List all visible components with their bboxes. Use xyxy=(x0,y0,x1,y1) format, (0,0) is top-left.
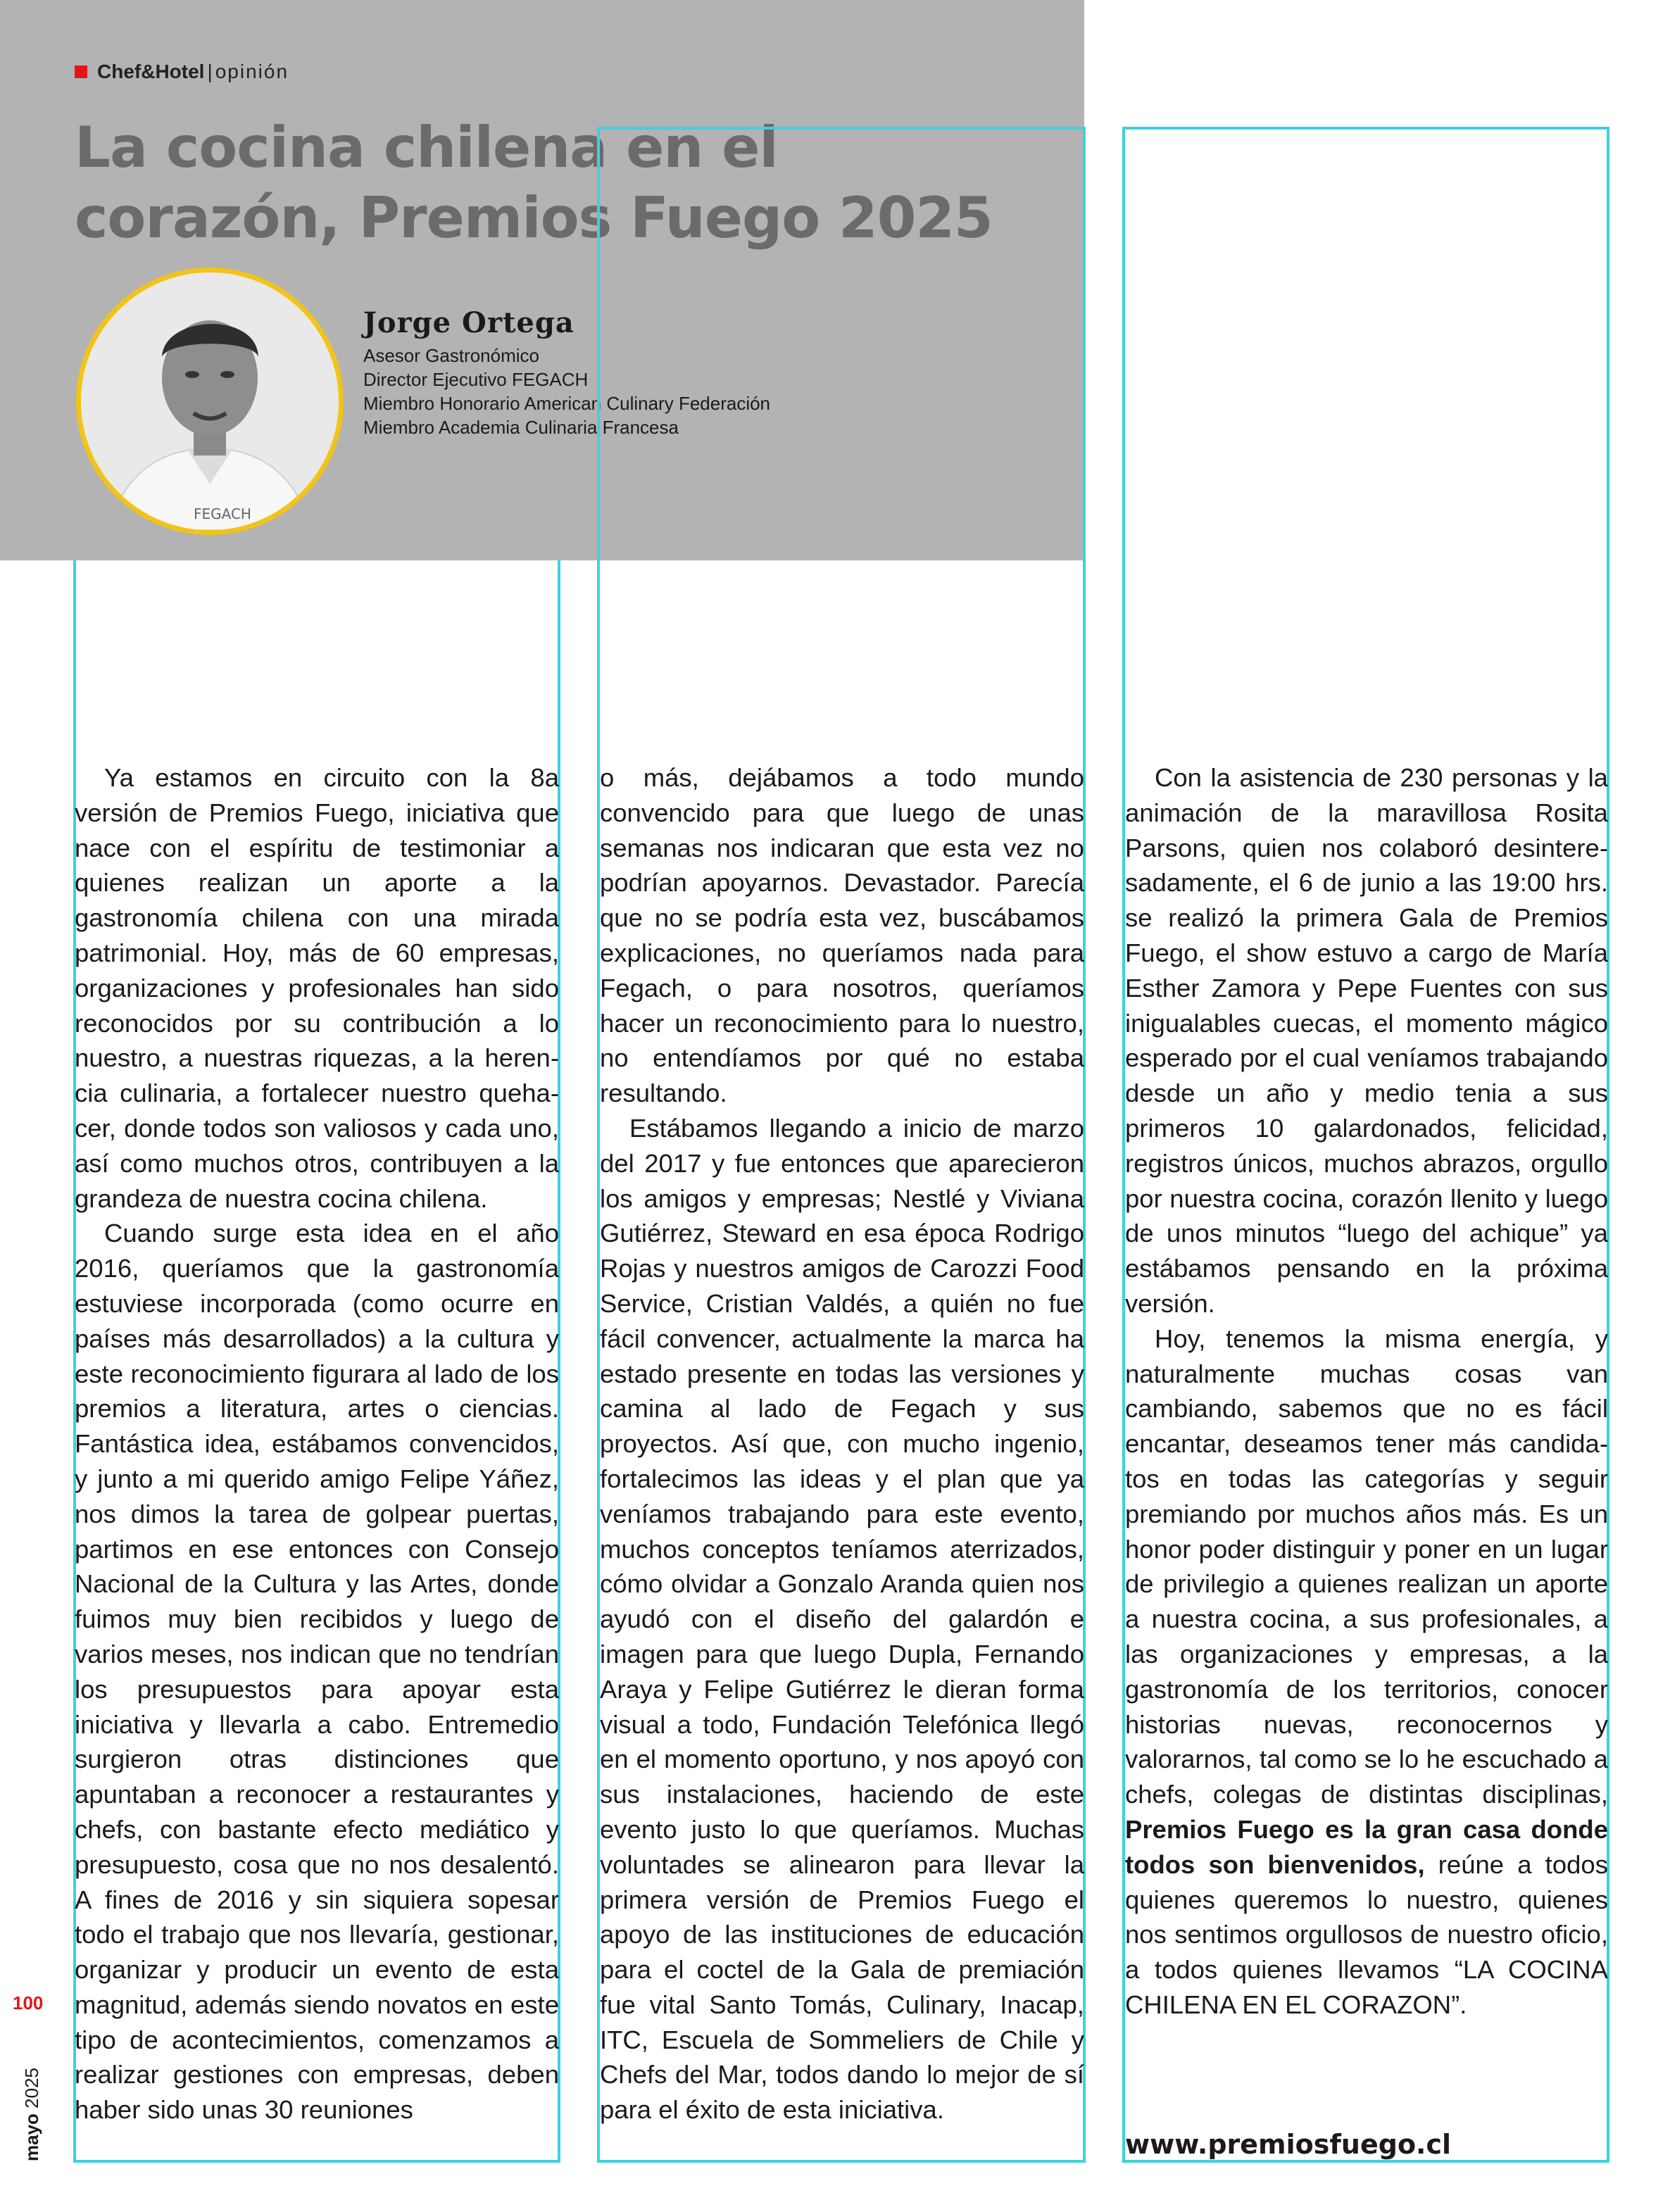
jacket-logo-text: FEGACH xyxy=(194,505,251,522)
issue-date xyxy=(21,2068,43,2161)
section-marker xyxy=(75,65,87,78)
article-column-2 xyxy=(600,760,1084,2128)
issue-month: mayo xyxy=(21,2113,42,2161)
body-text: Hoy, tenemos la misma energía, y naturalmente muchas cosas van cambiando, sabemos que no es fácil encantar, deseamos tener más candidatos en todas las categorías y seguir premiando por muchos años más. Es un honor poder distinguir y poner en un lugar de privilegio a quienes realizan un aporte a nuestra cocina, a sus profesionales, a las organizaciones y empresas, a la gastronomía de los territorios, conocer historias nuevas, reconocernos y valorarnos, tal como se lo he escuchado a chefs, colegas de distintas disciplinas, xyxy=(1125,1324,1608,1809)
author-role: Miembro Honorario American Culinary Federación xyxy=(363,393,771,414)
highlight-text: Premios Fuego es la gran casa donde todos son bienvenidos, xyxy=(1125,1814,1608,1879)
author-role: Miembro Academia Culinaria Francesa xyxy=(363,417,679,438)
author-name: Jorge Ortega xyxy=(363,306,575,339)
body-paragraph: Estábamos llegando a inicio de marzo del 2017 y fue entonces que aparecieron los amigos y empresas; Nestlé y Viviana Gutiérrez, Steward en esa época Rodrigo Rojas y nuestros amigos de Carozzi Food Service, Cristian Valdés, a quién no fue fácil convencer, actualmente la marca ha estado presente en todas las versiones y camina al lado de Fegach y sus proyectos. Así que, con mucho ingenio, fortalecimos las ideas y el plan que ya veníamos trabajando para este evento, muchos conceptos teníamos aterrizados, cómo olvidar a Gonzalo Aranda quien nos ayudó con el diseño del galardón e imagen para que luego Dupla, Fernando Araya y Felipe Gutiérrez le dieran forma visual a todo, Fundación Telefónica llegó en el momento oportuno, y nos apoyó con sus instalaciones, haciendo de este evento justo lo que queríamos. Muchas voluntades se alinearon para llevar la primera versión de Premios Fuego el apoyo de las instituciones de educación para el coctel de la Gala de premiación fue vital Santo Tomás, Culinary, Inacap, ITC, Escuela de Sommeliers de Chile y Chefs del Mar, todos dando lo mejor de sí para el éxito de esta iniciativa. xyxy=(600,1113,1084,2125)
body-text: reúne a todos quienes queremos lo nuestro, quienes nos sentimos orgullosos de nuestro oficio, a todos quienes llevamos “LA COCINA CHILENA EN EL CORAZON”. xyxy=(1125,1849,1608,2019)
section-tag xyxy=(75,59,289,84)
author-portrait xyxy=(76,268,344,535)
body-paragraph xyxy=(1125,1321,1608,2023)
article-column-1 xyxy=(75,760,559,2128)
author-role: Asesor Gastronómico xyxy=(363,345,539,366)
body-paragraph: Ya estamos en circuito con la 8a versión de Premios Fuego, iniciativa que nace con el espíritu de testimoniar a quienes realizan un aporte a la gastronomía chilena con una mirada patrimonial. Hoy, más de 60 empresas, organizaciones y profesionales han sido reconocidos por su contribución a lo nuestro, a nuestras riquezas, a la herencia culinaria, a fortalecer nuestro quehacer, donde todos son valiosos y cada uno, así como muchos otros, contribuyen a la grandeza de nuestra cocina chilena. xyxy=(75,763,559,1213)
body-paragraph: o más, dejábamos a todo mundo convencido para que luego de unas semanas nos indicaran que esta vez no podrían apoyarnos. Devastador. Parecía que no se podría esta vez, buscábamos explicaciones, no queríamos nada para Fegach, o para nosotros, queríamos hacer un reconocimiento para lo nuestro, no entendíamos por qué no estaba resultando. xyxy=(600,763,1084,1108)
page-number: 100 xyxy=(13,1992,44,2013)
body-paragraph: Con la asistencia de 230 personas y la animación de la maravillosa Rosita Parsons, quien nos colaboró desinteresadamente, el 6 de junio a las 19:00 hrs. se realizó la primera Gala de Premios Fuego, el show estuvo a cargo de María Esther Zamora y Pepe Fuentes con sus inigualables cuecas, el momento mágico esperado por el cual veníamos trabajando desde un año y medio tenia a sus primeros 10 galardonados, felicidad, registros únicos, muchos abrazos, orgullo por nuestra cocina, corazón llenito y luego de unos minutos “luego del achique” ya estábamos pensando en la próxima versión. xyxy=(1125,763,1608,1318)
article-column-3 xyxy=(1125,760,1608,2023)
article-headline: La cocina chilena en el corazón, Premios Fuego 2025 xyxy=(75,115,993,251)
author-photo xyxy=(81,272,339,530)
body-paragraph: Cuando surge esta idea en el año 2016, queríamos que la gastronomía estuviese incorporada (como ocurre en países más desarrollados) a la cultura y este reconocimiento figurara al lado de los premios a literatura, artes o ciencias. Fantástica idea, estábamos convencidos, y junto a mi querido amigo Felipe Yáñez, nos dimos la tarea de golpear puertas, partimos en ese entonces con Consejo Nacional de la Cultura y las Artes, donde fuimos muy bien recibidos y luego de varios meses, nos indican que no tendrían los presupuestos para apoyar esta iniciativa y llevarla a cabo. Entremedio surgieron otras distinciones que apuntaban a reconocer a restaurantes y chefs, con bastante efecto mediático y presupuesto, cosa que no nos desalentó. A fines de 2016 y sin siquiera sopesar todo el trabajo que nos llevaría, gestionar, organizar y producir un evento de esta magnitud, además siendo novatos en este tipo de acontecimientos, comenzamos a realizar gestiones con empresas, deben haber sido unas 30 reuniones xyxy=(75,1219,559,2125)
issue-year: 2025 xyxy=(21,2068,42,2109)
section-brand: Chef&Hotel xyxy=(97,61,205,82)
author-role: Director Ejecutivo FEGACH xyxy=(363,369,589,390)
website-link[interactable]: www.premiosfuego.cl xyxy=(1125,2129,1452,2160)
section-kind: opinión xyxy=(215,61,289,82)
section-separator: | xyxy=(207,61,213,82)
